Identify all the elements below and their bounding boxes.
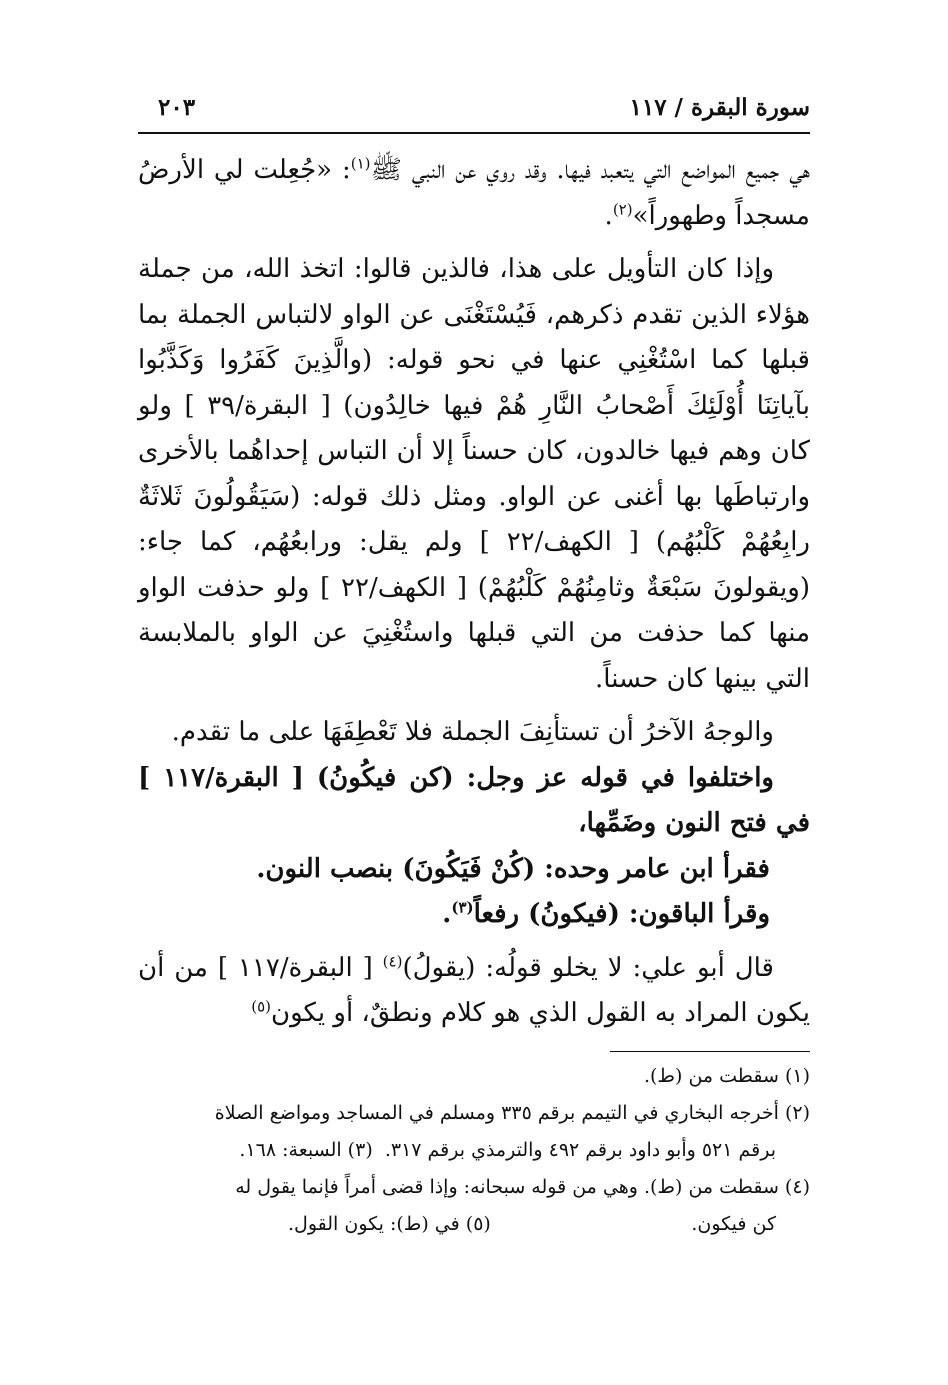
p7b-text: [ البقرة/١١٧ ] من أن يكون المراد به القول الذي هو كلام ونطقٌ، أو يكون [138, 952, 810, 1028]
p1-text: هي جميع المواضع التي يتعبد فيها. وقد روي عن النبي ﷺ [370, 155, 810, 185]
paragraph-3: والوجهُ الآخرُ أن تستأنِفَ الجملة فلا تَعْطِفَهَا على ما تقدم. [171, 717, 774, 747]
paragraph-4: واختلفوا في قوله عز وجل: (كن فيكُونُ) [ البقرة/١١٧ ] في فتح النون وضَمِّها، [138, 762, 810, 838]
paragraph-6 [138, 892, 810, 938]
paragraph-5: فقرأ ابن عامر وحده: (كُنْ فَيَكُونَ) بنصب النون. [256, 853, 770, 884]
footnotes [138, 1058, 810, 1243]
paragraph-7 [138, 946, 810, 1037]
page-number: ٢٠٣ [158, 94, 196, 121]
book-page [138, 88, 810, 1243]
footnote-2: (٢) أخرجه البخاري في التيمم برقم ٣٣٥ ومسلم في المساجد ومواضع الصلاة [214, 1101, 810, 1124]
header-rule [138, 132, 810, 134]
footnote-4-cont [138, 1206, 810, 1243]
footnote-ref-5: (٥) [251, 997, 271, 1016]
footnote-4-line2: كن فيكون. [691, 1212, 776, 1235]
footnote-1: (١) سقطت من (ط). [643, 1064, 810, 1087]
footnote-ref-2: (٢) [612, 199, 633, 218]
p6-text: وقرأ الباقون: (فيكونُ) رفعاً [473, 899, 770, 929]
paragraph-1 [138, 148, 810, 239]
footnote-rule [610, 1051, 810, 1052]
p1-cont-text: : «جُعِلت لي الأرضُ مسجداً وطهوراً» [138, 155, 810, 231]
footnote-4: (٤) سقطت من (ط). وهي من قوله سبحانه: وإذا قضى أمراً فإنما يقول له [235, 1175, 810, 1198]
paragraph-2: وإذا كان التأويل على هذا، فالذين قالوا: اتخذ الله، من جملة هؤلاء الذين تقدم ذكرهم، فَيُسْتَغْنَى عن الواو لالتباس الجملة بما قبلها كما اسْتُغْنِي عنها في نحو قوله: (والَّذِينَ كَفَرُوا وَكَذَّبُوا بآياتِنَا أُوْلَئِكَ أَصْحابُ النَّارِ هُمْ فيها خالِدُون) [ البقرة/٣٩ ] ولو كان وهم فيها خالدون، كان حسناً إلا أن التباس إحداهُما بالأخرى وارتباطَها بها أغنى عن الواو. ومثل ذلك قوله: (سَيَقُولُونَ ثَلاثَةٌ رابِعُهُمْ كَلْبُهُم) [ الكهف/٢٢ ] ولم يقل: ورابعُهُم، كما جاء: (ويقولونَ سَبْعَةٌ وثامِنُهُمْ كَلْبُهُمْ) [ الكهف/٢٢ ] ولو حذفت الواو منها كما حذفت من التي قبلها واستُغْنِيَ عن الواو بالملابسة التي بينها كان حسناً. [138, 254, 810, 694]
footnote-2-cont [138, 1132, 810, 1169]
footnote-ref-1: (١) [350, 154, 371, 173]
footnote-5: (٥) في (ط): يكون القول. [288, 1212, 491, 1235]
footnote-3: (٣) السبعة: ١٦٨. [239, 1138, 373, 1161]
p7a-text: قال أبو علي: لا يخلو قولُه: (يقولُ) [402, 952, 774, 983]
p1-end: . [604, 200, 613, 231]
main-text [138, 148, 810, 1037]
footnote-2-line2: برقم ٥٢١ وأبو داود برقم ٤٩٢ والترمذي برقم ٣١٧. [384, 1138, 776, 1161]
running-header [138, 88, 810, 132]
p6-end: . [442, 899, 452, 929]
footnote-ref-3: (٣) [451, 898, 474, 917]
header-title: سورة البقرة / ١١٧ [629, 94, 810, 121]
footnote-ref-4: (٤) [382, 951, 403, 970]
